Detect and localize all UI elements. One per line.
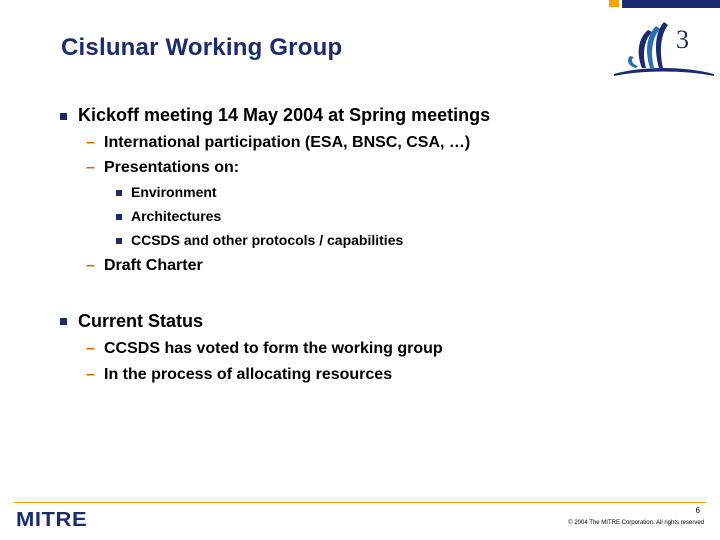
- dash-marker: –: [86, 159, 95, 176]
- cs3-logo: [612, 18, 716, 78]
- dash-marker: –: [86, 257, 95, 274]
- subitem-draft-charter: Draft Charter: [104, 257, 203, 274]
- subsubitem-ccsds-protocols: CCSDS and other protocols / capabilities: [131, 232, 404, 248]
- bullet-square: [116, 190, 122, 196]
- bullet-square: [60, 318, 67, 325]
- copyright-notice: © 2004 The MITRE Corporation. All rights reserved: [568, 520, 704, 526]
- footer-divider: [14, 502, 706, 503]
- slide-title: Cislunar Working Group: [61, 34, 343, 61]
- page-number: 6: [695, 506, 700, 515]
- subitem-ccsds-voted: CCSDS has voted to form the working group: [104, 340, 443, 357]
- bullet-kickoff: Kickoff meeting 14 May 2004 at Spring meetings: [78, 105, 491, 125]
- dash-marker: –: [86, 134, 95, 151]
- bullet-current-status: Current Status: [78, 311, 204, 331]
- subitem-allocating: In the process of allocating resources: [104, 366, 393, 383]
- dash-marker: –: [86, 340, 95, 357]
- dash-marker: –: [86, 366, 95, 383]
- subitem-presentations: Presentations on:: [104, 159, 240, 176]
- logo-numeral: 3: [676, 25, 689, 54]
- corner-accent-navy: [622, 0, 720, 8]
- bullet-square: [60, 113, 67, 120]
- subitem-international: International participation (ESA, BNSC, CSA, …): [104, 134, 471, 151]
- subsubitem-architectures: Architectures: [131, 208, 222, 224]
- mitre-logo: MITRE: [16, 509, 88, 531]
- bullet-square: [116, 238, 122, 244]
- corner-accent-orange: [609, 0, 619, 7]
- subsubitem-environment: Environment: [131, 184, 217, 200]
- bullet-square: [116, 214, 122, 220]
